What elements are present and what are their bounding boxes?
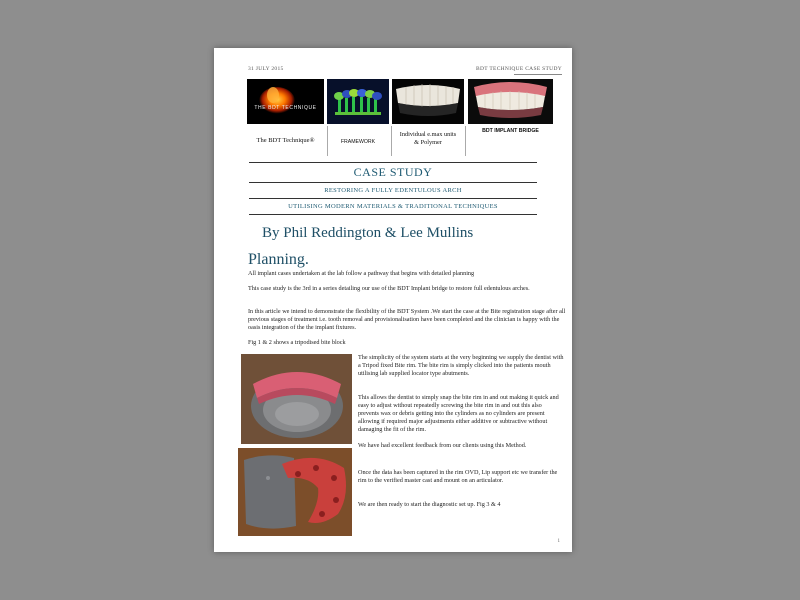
right-paragraph: This allows the dentist to simply snap the bite rim in and out making it quick and easy to adjust without repeatedly screwing the bite rim in and out this also prevents wax or debris getting into the cylinders as no cylinders are present allowing if required major adjustments either additive or subtractive without damaging the fit of the rim. xyxy=(358,394,559,433)
title-rule xyxy=(249,162,537,163)
header-title: BDT TECHNIQUE CASE STUDY xyxy=(476,66,562,72)
bdt-technique-logo xyxy=(247,79,324,124)
title-rule xyxy=(249,182,537,183)
paragraph: This case study is the 3rd in a series detailing our use of the BDT Implant bridge to restore full edentulous arches. xyxy=(248,285,530,292)
logo-text: THE BDT TECHNIQUE xyxy=(254,105,317,111)
implant-bridge-image xyxy=(468,79,553,124)
right-paragraph: We have had excellent feedback from our clients using this Method. xyxy=(358,442,527,449)
paragraph: Fig 1 & 2 shows a tripodised bite block xyxy=(248,339,346,346)
byline: By Phil Reddington & Lee Mullins xyxy=(262,225,474,241)
logo-caption-2: FRAMEWORK xyxy=(340,139,376,145)
emax-units-image xyxy=(392,79,464,124)
logo-caption-3: Individual e.max units & Polymer xyxy=(399,131,457,146)
paragraph: All implant cases undertaken at the lab follow a pathway that begins with detailed planning xyxy=(248,270,475,277)
bite-block-photo xyxy=(241,354,352,444)
header-date: 31 JULY 2015 xyxy=(248,66,284,72)
logo-strip xyxy=(247,79,553,159)
right-paragraph: The simplicity of the system starts at the very beginning we supply the dentist with a Tripod fixed Bite rim. The bite rim is simply clicked into the patients mouth utilising lab supplied locator type abutments. xyxy=(358,354,564,377)
section-title: Planning. xyxy=(248,251,309,268)
document-page xyxy=(214,48,572,552)
logo-divider xyxy=(391,126,392,156)
case-study-subtitle-2: UTILISING MODERN MATERIALS & TRADITIONAL TECHNIQUES xyxy=(288,203,498,210)
title-rule xyxy=(249,214,537,215)
case-study-subtitle-1: RESTORING A FULLY EDENTULOUS ARCH xyxy=(324,187,462,194)
right-paragraph: We are then ready to start the diagnostic set up. Fig 3 & 4 xyxy=(358,501,501,508)
page-number: 1 xyxy=(557,539,560,544)
framework-image xyxy=(327,79,389,124)
logo-caption-1: The BDT Technique® xyxy=(256,137,315,144)
title-rule xyxy=(249,198,537,199)
case-study-title: CASE STUDY xyxy=(353,165,433,179)
header-rule xyxy=(514,74,562,75)
logo-caption-4: BDT IMPLANT BRIDGE xyxy=(482,128,539,134)
logo-divider xyxy=(465,126,466,156)
bite-rim-cast-photo xyxy=(238,448,352,536)
paragraph: In this article we intend to demonstrate the flexibility of the BDT System .We start the case at the Bite registration stage after all previous stages of treatment i.e. tooth removal and provisionalisation have been completed and the clinician is happy with the oasis integration of the the implant fixtures. xyxy=(248,308,566,331)
right-paragraph: Once the data has been captured in the rim OVD, Lip support etc we transfer the rim to the verified master cast and mount on an articulator. xyxy=(358,469,558,484)
